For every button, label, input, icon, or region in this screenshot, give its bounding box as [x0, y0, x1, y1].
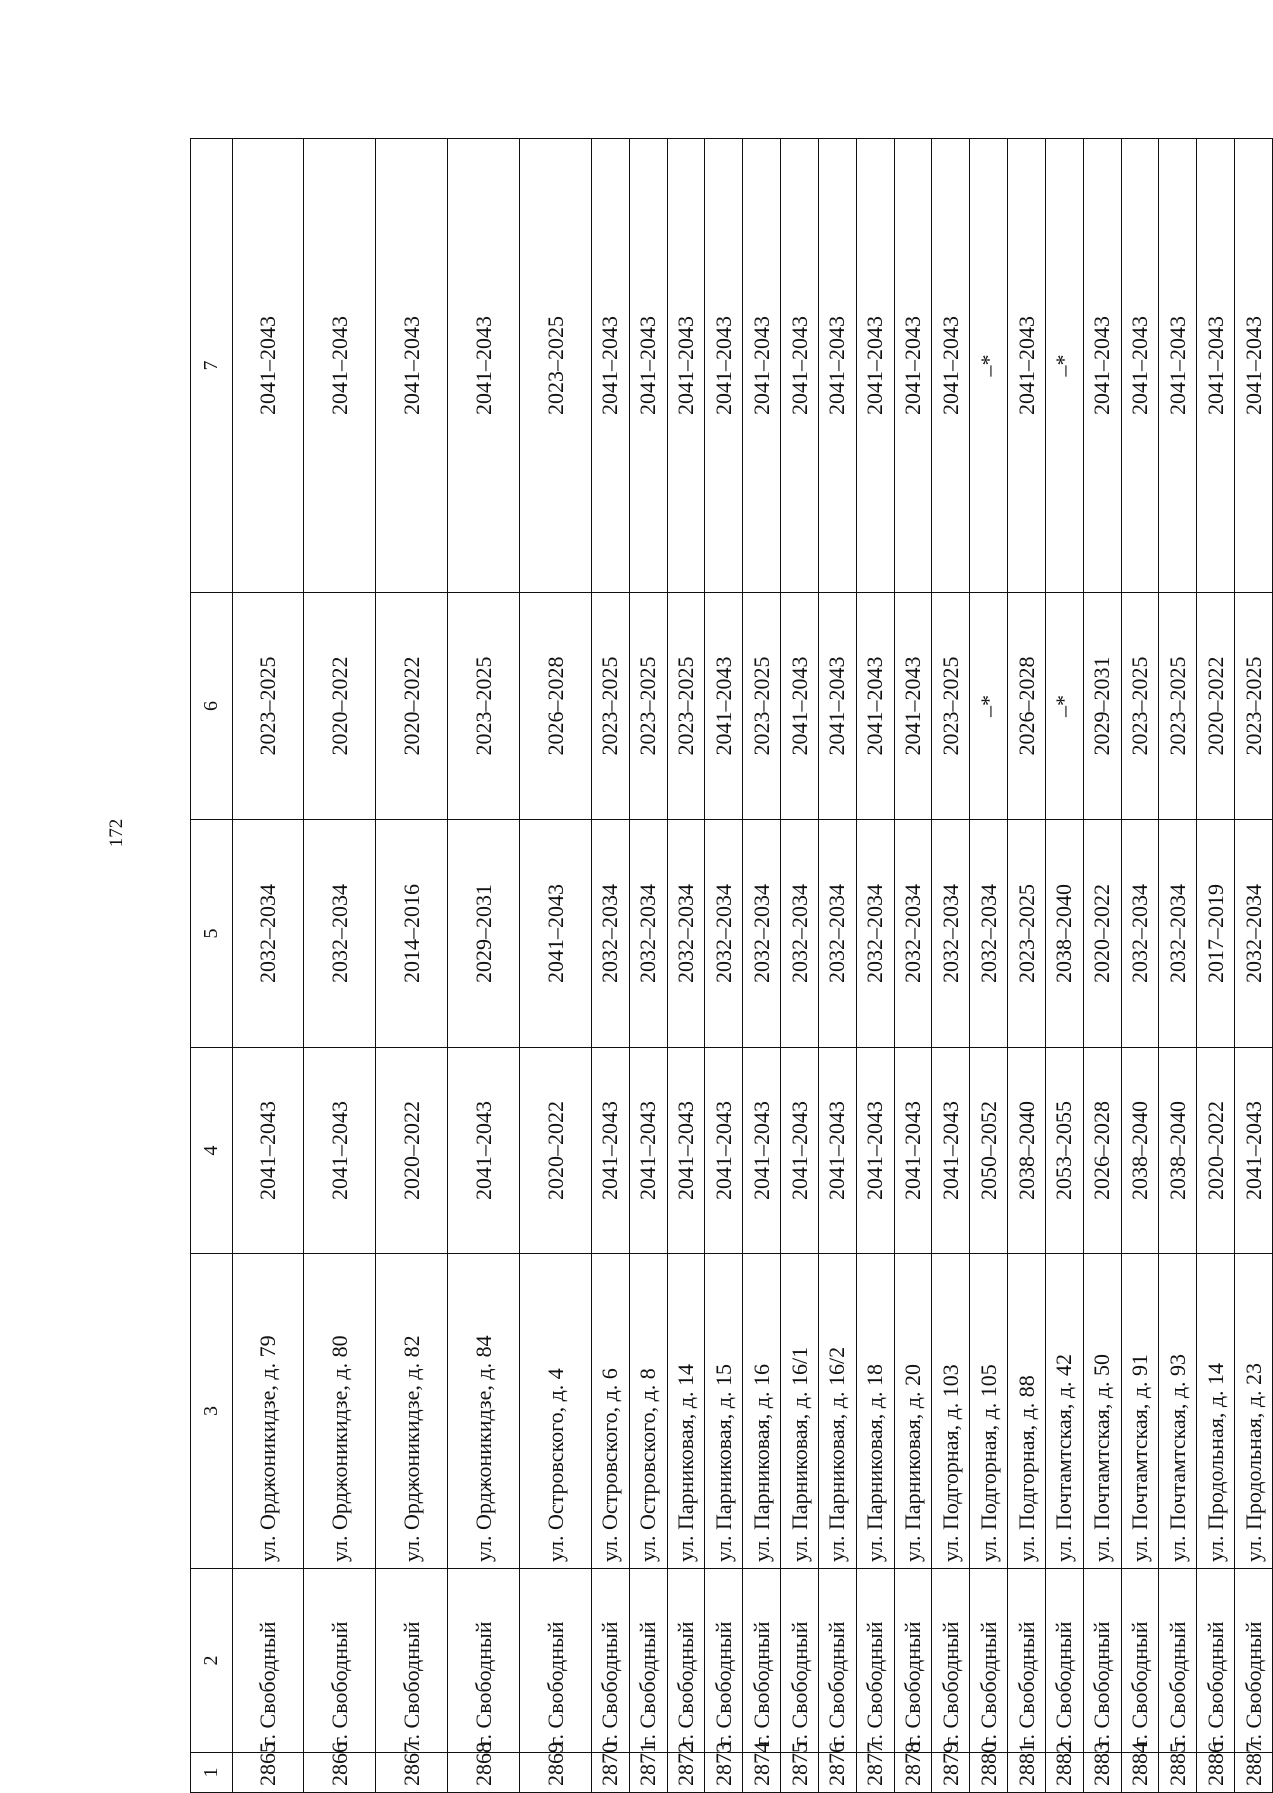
period-cell-col5: 2032–2034	[705, 820, 743, 1048]
column-header: 7	[191, 139, 233, 593]
row-number-cell: 2866	[304, 1753, 376, 1793]
period-cell-col5: 2041–2043	[520, 820, 592, 1048]
address-cell: ул. Орджоникидзе, д. 82	[376, 1254, 448, 1569]
address-cell: ул. Парниковая, д. 14	[667, 1254, 705, 1569]
period-cell-col5: 2032–2034	[232, 820, 304, 1048]
row-number-cell: 2884	[1121, 1753, 1159, 1793]
city-cell: г. Свободный	[520, 1569, 592, 1753]
period-cell-col6: 2023–2025	[932, 593, 970, 820]
period-cell-col6: 2023–2025	[743, 593, 781, 820]
table-row	[1008, 139, 1046, 1793]
period-cell-col6: 2023–2025	[1235, 593, 1273, 820]
period-cell-col6: 2023–2025	[667, 593, 705, 820]
period-cell-col7: 2041–2043	[781, 139, 819, 593]
city-cell: г. Свободный	[667, 1569, 705, 1753]
table-row	[856, 139, 894, 1793]
period-cell-col6: 2026–2028	[520, 593, 592, 820]
row-number-cell: 2874	[743, 1753, 781, 1793]
period-cell-col5: 2032–2034	[856, 820, 894, 1048]
period-cell-col4: 2041–2043	[894, 1048, 932, 1254]
row-number-cell: 2885	[1159, 1753, 1197, 1793]
table-row	[448, 139, 520, 1793]
address-cell: ул. Парниковая, д. 20	[894, 1254, 932, 1569]
row-number-cell: 2887	[1235, 1753, 1273, 1793]
period-cell-col5: 2032–2034	[894, 820, 932, 1048]
period-cell-col6: 2029–2031	[1083, 593, 1121, 820]
period-cell-col6: 2041–2043	[894, 593, 932, 820]
table-row	[743, 139, 781, 1793]
column-header: 6	[191, 593, 233, 820]
period-cell-col6: 2023–2025	[591, 593, 629, 820]
address-cell: ул. Продольная, д. 23	[1235, 1254, 1273, 1569]
table-row	[1197, 139, 1235, 1793]
period-cell-col7: 2041–2043	[376, 139, 448, 593]
period-cell-col7: 2041–2043	[932, 139, 970, 593]
table-row	[520, 139, 592, 1793]
period-cell-col5: 2032–2034	[781, 820, 819, 1048]
period-cell-col7: 2041–2043	[1197, 139, 1235, 593]
address-cell: ул. Орджоникидзе, д. 79	[232, 1254, 304, 1569]
table-row	[591, 139, 629, 1793]
period-cell-col6: –*	[1045, 593, 1083, 820]
row-number-cell: 2868	[448, 1753, 520, 1793]
row-number-cell: 2882	[1045, 1753, 1083, 1793]
registry-table	[190, 138, 1273, 1793]
period-cell-col7: 2041–2043	[1235, 139, 1273, 593]
period-cell-col4: 2020–2022	[520, 1048, 592, 1254]
city-cell: г. Свободный	[818, 1569, 856, 1753]
period-cell-col4: 2041–2043	[232, 1048, 304, 1254]
period-cell-col4: 2041–2043	[856, 1048, 894, 1254]
period-cell-col7: 2041–2043	[1159, 139, 1197, 593]
table-row	[1159, 139, 1197, 1793]
row-number-cell: 2879	[932, 1753, 970, 1793]
city-cell: г. Свободный	[856, 1569, 894, 1753]
period-cell-col6: 2023–2025	[629, 593, 667, 820]
period-cell-col4: 2053–2055	[1045, 1048, 1083, 1254]
period-cell-col4: 2026–2028	[1083, 1048, 1121, 1254]
period-cell-col6: 2020–2022	[376, 593, 448, 820]
period-cell-col6: 2041–2043	[856, 593, 894, 820]
table-row	[667, 139, 705, 1793]
address-cell: ул. Островского, д. 6	[591, 1254, 629, 1569]
row-number-cell: 2873	[705, 1753, 743, 1793]
period-cell-col4: 2041–2043	[743, 1048, 781, 1254]
period-cell-col5: 2032–2034	[667, 820, 705, 1048]
period-cell-col5: 2017–2019	[1197, 820, 1235, 1048]
period-cell-col5: 2032–2034	[743, 820, 781, 1048]
page-number: 172	[106, 818, 127, 848]
period-cell-col7: 2041–2043	[448, 139, 520, 593]
period-cell-col7: 2041–2043	[818, 139, 856, 593]
table-row	[376, 139, 448, 1793]
period-cell-col4: 2041–2043	[448, 1048, 520, 1254]
period-cell-col5: 2023–2025	[1008, 820, 1046, 1048]
address-cell: ул. Парниковая, д. 18	[856, 1254, 894, 1569]
column-header: 5	[191, 820, 233, 1048]
address-cell: ул. Орджоникидзе, д. 84	[448, 1254, 520, 1569]
period-cell-col4: 2050–2052	[970, 1048, 1008, 1254]
period-cell-col6: 2023–2025	[232, 593, 304, 820]
column-header: 3	[191, 1254, 233, 1569]
row-number-cell: 2872	[667, 1753, 705, 1793]
address-cell: ул. Подгорная, д. 103	[932, 1254, 970, 1569]
city-cell: г. Свободный	[1159, 1569, 1197, 1753]
city-cell: г. Свободный	[1235, 1569, 1273, 1753]
city-cell: г. Свободный	[304, 1569, 376, 1753]
period-cell-col6: 2023–2025	[1121, 593, 1159, 820]
period-cell-col7: 2041–2043	[232, 139, 304, 593]
period-cell-col4: 2020–2022	[376, 1048, 448, 1254]
city-cell: г. Свободный	[932, 1569, 970, 1753]
city-cell: г. Свободный	[970, 1569, 1008, 1753]
period-cell-col5: 2032–2034	[591, 820, 629, 1048]
period-cell-col5: 2032–2034	[304, 820, 376, 1048]
period-cell-col6: 2020–2022	[1197, 593, 1235, 820]
period-cell-col5: 2032–2034	[629, 820, 667, 1048]
city-cell: г. Свободный	[894, 1569, 932, 1753]
period-cell-col4: 2041–2043	[304, 1048, 376, 1254]
period-cell-col7: 2041–2043	[1121, 139, 1159, 593]
column-header: 2	[191, 1569, 233, 1753]
period-cell-col4: 2038–2040	[1159, 1048, 1197, 1254]
city-cell: г. Свободный	[629, 1569, 667, 1753]
table-row	[1121, 139, 1159, 1793]
period-cell-col7: 2041–2043	[705, 139, 743, 593]
table-row	[818, 139, 856, 1793]
address-cell: ул. Продольная, д. 14	[1197, 1254, 1235, 1569]
row-number-cell: 2867	[376, 1753, 448, 1793]
row-number-cell: 2877	[856, 1753, 894, 1793]
address-cell: ул. Подгорная, д. 105	[970, 1254, 1008, 1569]
address-cell: ул. Парниковая, д. 16/2	[818, 1254, 856, 1569]
period-cell-col6: 2026–2028	[1008, 593, 1046, 820]
table-row	[970, 139, 1008, 1793]
period-cell-col5: 2014–2016	[376, 820, 448, 1048]
city-cell: г. Свободный	[781, 1569, 819, 1753]
city-cell: г. Свободный	[1045, 1569, 1083, 1753]
table-header-row	[191, 139, 233, 1793]
period-cell-col5: 2032–2034	[818, 820, 856, 1048]
address-cell: ул. Парниковая, д. 16/1	[781, 1254, 819, 1569]
table-container	[190, 139, 1273, 1793]
period-cell-col7: 2041–2043	[856, 139, 894, 593]
period-cell-col4: 2041–2043	[667, 1048, 705, 1254]
row-number-cell: 2886	[1197, 1753, 1235, 1793]
city-cell: г. Свободный	[591, 1569, 629, 1753]
period-cell-col5: 2038–2040	[1045, 820, 1083, 1048]
period-cell-col4: 2041–2043	[818, 1048, 856, 1254]
city-cell: г. Свободный	[1197, 1569, 1235, 1753]
period-cell-col7: 2041–2043	[304, 139, 376, 593]
row-number-cell: 2883	[1083, 1753, 1121, 1793]
period-cell-col4: 2041–2043	[932, 1048, 970, 1254]
period-cell-col6: –*	[970, 593, 1008, 820]
city-cell: г. Свободный	[232, 1569, 304, 1753]
period-cell-col4: 2038–2040	[1121, 1048, 1159, 1254]
table-row	[781, 139, 819, 1793]
period-cell-col4: 2041–2043	[705, 1048, 743, 1254]
period-cell-col5: 2032–2034	[1159, 820, 1197, 1048]
period-cell-col4: 2041–2043	[781, 1048, 819, 1254]
period-cell-col7: –*	[970, 139, 1008, 593]
period-cell-col4: 2041–2043	[591, 1048, 629, 1254]
period-cell-col5: 2020–2022	[1083, 820, 1121, 1048]
table-row	[932, 139, 970, 1793]
period-cell-col7: 2041–2043	[894, 139, 932, 593]
city-cell: г. Свободный	[376, 1569, 448, 1753]
period-cell-col5: 2032–2034	[970, 820, 1008, 1048]
period-cell-col6: 2041–2043	[705, 593, 743, 820]
period-cell-col7: 2041–2043	[629, 139, 667, 593]
address-cell: ул. Подгорная, д. 88	[1008, 1254, 1046, 1569]
row-number-cell: 2881	[1008, 1753, 1046, 1793]
city-cell: г. Свободный	[705, 1569, 743, 1753]
table-row	[232, 139, 304, 1793]
address-cell: ул. Почтамтская, д. 93	[1159, 1254, 1197, 1569]
column-header: 1	[191, 1753, 233, 1793]
city-cell: г. Свободный	[1008, 1569, 1046, 1753]
address-cell: ул. Парниковая, д. 15	[705, 1254, 743, 1569]
period-cell-col7: 2041–2043	[1083, 139, 1121, 593]
period-cell-col5: 2032–2034	[1235, 820, 1273, 1048]
table-row	[1235, 139, 1273, 1793]
city-cell: г. Свободный	[1083, 1569, 1121, 1753]
period-cell-col5: 2032–2034	[1121, 820, 1159, 1048]
row-number-cell: 2880	[970, 1753, 1008, 1793]
address-cell: ул. Парниковая, д. 16	[743, 1254, 781, 1569]
period-cell-col6: 2041–2043	[818, 593, 856, 820]
row-number-cell: 2870	[591, 1753, 629, 1793]
period-cell-col4: 2041–2043	[1235, 1048, 1273, 1254]
address-cell: ул. Островского, д. 4	[520, 1254, 592, 1569]
period-cell-col4: 2038–2040	[1008, 1048, 1046, 1254]
period-cell-col7: 2041–2043	[1008, 139, 1046, 593]
address-cell: ул. Почтамтская, д. 50	[1083, 1254, 1121, 1569]
row-number-cell: 2869	[520, 1753, 592, 1793]
period-cell-col5: 2032–2034	[932, 820, 970, 1048]
period-cell-col6: 2023–2025	[448, 593, 520, 820]
period-cell-col6: 2020–2022	[304, 593, 376, 820]
address-cell: ул. Почтамтская, д. 42	[1045, 1254, 1083, 1569]
city-cell: г. Свободный	[743, 1569, 781, 1753]
period-cell-col6: 2041–2043	[781, 593, 819, 820]
city-cell: г. Свободный	[1121, 1569, 1159, 1753]
row-number-cell: 2878	[894, 1753, 932, 1793]
table-row	[894, 139, 932, 1793]
table-row	[1045, 139, 1083, 1793]
period-cell-col6: 2023–2025	[1159, 593, 1197, 820]
period-cell-col7: 2023–2025	[520, 139, 592, 593]
row-number-cell: 2876	[818, 1753, 856, 1793]
period-cell-col7: 2041–2043	[667, 139, 705, 593]
column-header: 4	[191, 1048, 233, 1254]
table-row	[705, 139, 743, 1793]
address-cell: ул. Почтамтская, д. 91	[1121, 1254, 1159, 1569]
row-number-cell: 2865	[232, 1753, 304, 1793]
period-cell-col7: 2041–2043	[743, 139, 781, 593]
address-cell: ул. Островского, д. 8	[629, 1254, 667, 1569]
period-cell-col5: 2029–2031	[448, 820, 520, 1048]
address-cell: ул. Орджоникидзе, д. 80	[304, 1254, 376, 1569]
period-cell-col4: 2020–2022	[1197, 1048, 1235, 1254]
row-number-cell: 2871	[629, 1753, 667, 1793]
table-row	[629, 139, 667, 1793]
period-cell-col7: –*	[1045, 139, 1083, 593]
period-cell-col4: 2041–2043	[629, 1048, 667, 1254]
table-body	[191, 139, 1273, 1793]
city-cell: г. Свободный	[448, 1569, 520, 1753]
row-number-cell: 2875	[781, 1753, 819, 1793]
table-row	[1083, 139, 1121, 1793]
table-row	[304, 139, 376, 1793]
period-cell-col7: 2041–2043	[591, 139, 629, 593]
